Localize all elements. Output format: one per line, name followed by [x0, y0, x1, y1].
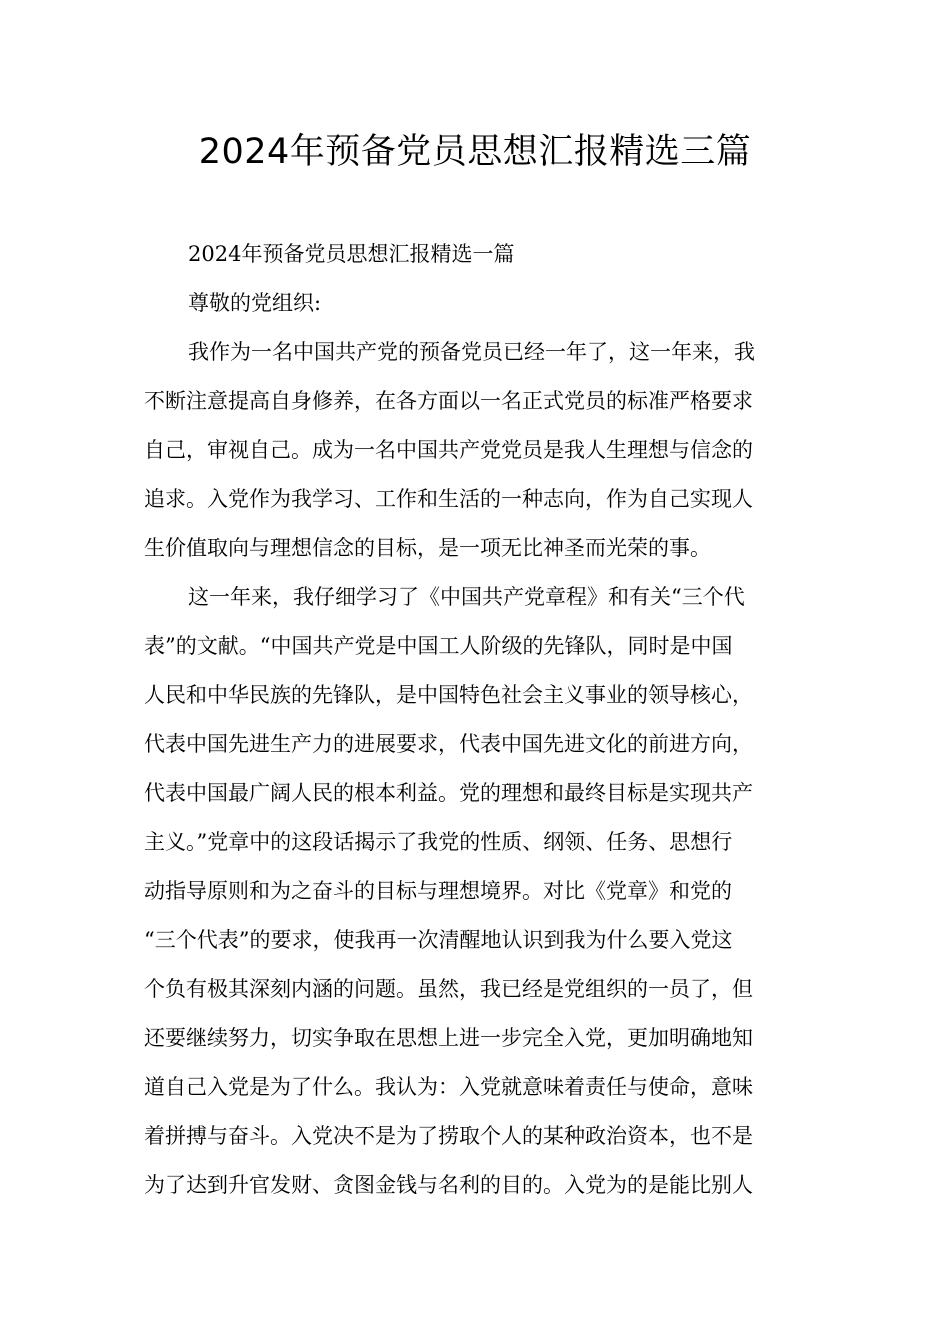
- paragraph-1-line-3: 自己，审视自己。成为一名中国共产党党员是我人生理想与信念的: [144, 438, 753, 462]
- paragraph-2-line-8: “三个代表”的要求，使我再一次清醒地认识到我为什么要入党这: [144, 928, 733, 952]
- salutation-line: 尊敬的党组织:: [188, 291, 322, 315]
- paragraph-2-line-2: 表”的文献。“中国共产党是中国工人阶级的先锋队，同时是中国: [144, 634, 733, 658]
- paragraph-2-line-11: 道自己入党是为了什么。我认为：入党就意味着责任与使命，意味: [144, 1075, 753, 1099]
- paragraph-2-line-10: 还要继续努力，切实争取在思想上进一步完全入党，更加明确地知: [144, 1026, 753, 1050]
- paragraph-2-line-7: 动指导原则和为之奋斗的目标与理想境界。对比《党章》和党的: [144, 879, 732, 903]
- paragraph-2-line-9: 个负有极其深刻内涵的问题。虽然，我已经是党组织的一员了，但: [144, 977, 753, 1001]
- paragraph-2-line-12: 着拼搏与奋斗。入党决不是为了捞取个人的某种政治资本，也不是: [144, 1124, 753, 1148]
- paragraph-2-line-6: 主义。”党章中的这段话揭示了我党的性质、纲领、任务、思想行: [144, 830, 733, 854]
- document-body: [144, 230, 814, 1210]
- paragraph-2-line-13: 为了达到升官发财、贪图金钱与名利的目的。入党为的是能比别人: [144, 1173, 753, 1197]
- paragraph-1-line-1: 我作为一名中国共产党的预备党员已经一年了，这一年来，我: [188, 340, 755, 364]
- paragraph-2-line-4: 代表中国先进生产力的进展要求，代表中国先进文化的前进方向，: [144, 732, 753, 756]
- paragraph-1-line-5: 生价值取向与理想信念的目标，是一项无比神圣而光荣的事。: [144, 536, 711, 560]
- paragraph-2-line-3: 人民和中华民族的先锋队，是中国特色社会主义事业的领导核心，: [144, 683, 753, 707]
- subtitle-line: 2024年预备党员思想汇报精选一篇: [188, 242, 515, 266]
- paragraph-2-line-1: 这一年来，我仔细学习了《中国共产党章程》和有关“三个代: [188, 585, 745, 609]
- paragraph-2-line-5: 代表中国最广阔人民的根本利益。党的理想和最终目标是实现共产: [144, 781, 753, 805]
- document-title: 2024年预备党员思想汇报精选三篇: [198, 132, 752, 172]
- paragraph-1-line-2: 不断注意提高自身修养，在各方面以一名正式党员的标准严格要求: [144, 389, 753, 413]
- paragraph-1-line-4: 追求。入党作为我学习、工作和生活的一种志向，作为自己实现人: [144, 487, 753, 511]
